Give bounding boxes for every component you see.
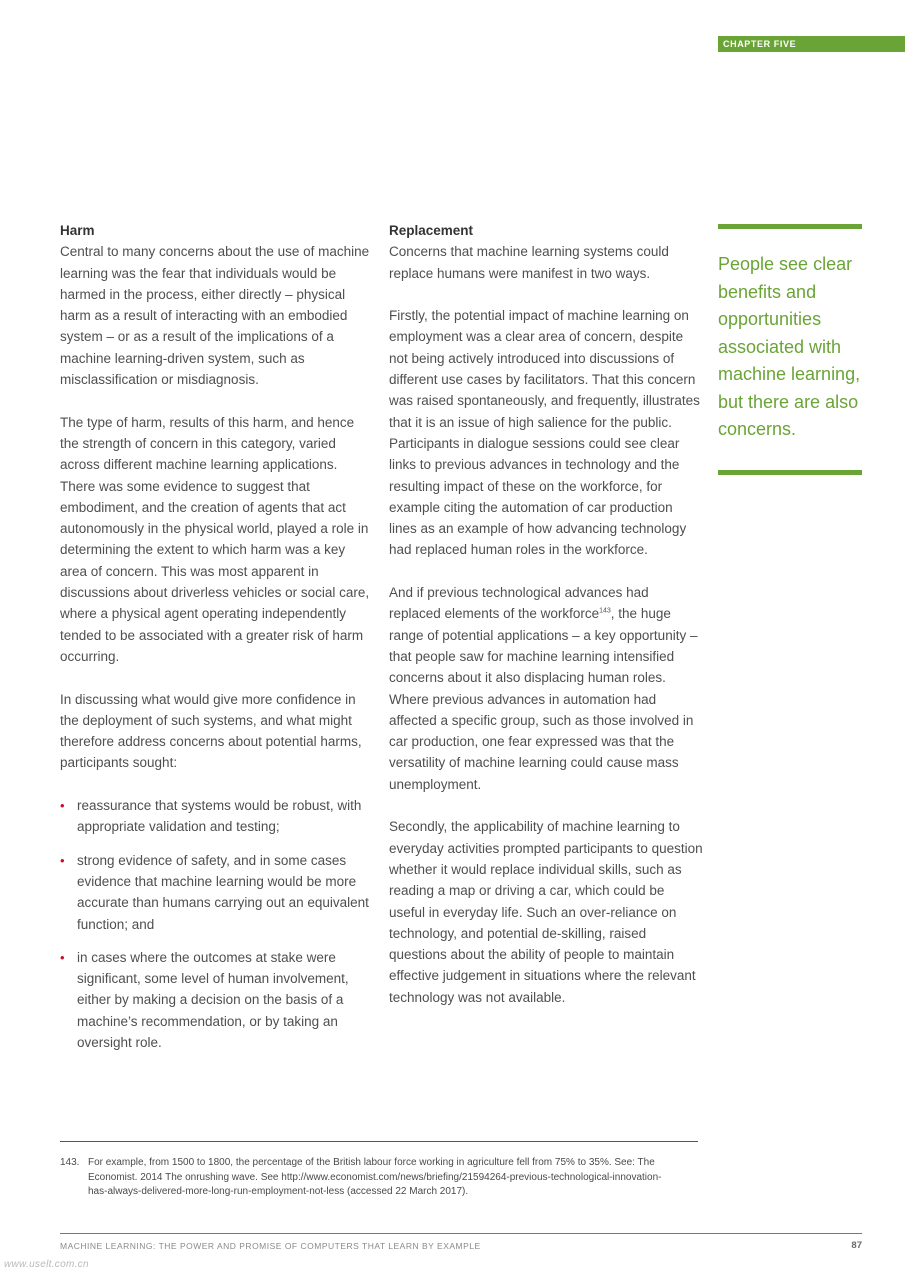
harm-bullet-list [60,795,375,1053]
harm-paragraph-1: Central to many concerns about the use of machine learning was the fear that individuals would be harmed in the process, either directly – physical harm as a result of interacting with an embodied system – or as a result of the implications of a machine learning-driven system, such as misclassification or misdiagnosis. [60,244,370,388]
chapter-label: CHAPTER FIVE [718,36,905,52]
running-footer-title: MACHINE LEARNING: THE POWER AND PROMISE OF COMPUTERS THAT LEARN BY EXAMPLE [60,1241,481,1251]
footnote-reference[interactable]: 143 [599,607,611,615]
harm-paragraph-3: In discussing what would give more confidence in the deployment of such systems, and what might therefore address concerns about potential harms, participants sought: [60,691,362,771]
list-item [60,947,375,1053]
paragraph-text: And if previous technological advances had replaced elements of the workforce [389,585,649,622]
harm-paragraph-2: The type of harm, results of this harm, and hence the strength of concern in this category, varied across different machine learning applications. There was some evidence to suggest that embodiment, and the creation of agents that act autonomously in the physical world, played a role in determining the extent to which harm was a key area of concern. This was most apparent in discussions about driverless vehicles or social care, where a physical agent operating independently tended to be associated with a greater risk of harm occurring. [60,414,370,664]
bullet-icon: • [60,852,65,868]
pull-quote-top-rule [718,224,862,229]
footer-divider [60,1233,862,1234]
list-item-text: in cases where the outcomes at stake were significant, some level of human involvement, either by making a decision on the basis of a machine’s recommendation, or by taking an oversight role. [77,949,349,1050]
harm-section [60,220,375,1065]
replacement-paragraph-1: Concerns that machine learning systems could replace humans were manifest in two ways. [389,244,669,281]
harm-heading: Harm [60,223,95,238]
list-item [60,850,375,935]
bullet-icon: • [60,798,65,814]
pull-quote: People see clear benefits and opportunities associated with machine learning, but there are also concerns. [718,254,861,439]
list-item-text: reassurance that systems would be robust, with appropriate validation and testing; [77,798,362,835]
replacement-paragraph-4: Secondly, the applicability of machine learning to everyday activities prompted participants to question whether it would replace individual skills, such as reading a map or driving a car, which could be useful in everyday life. Such an over-reliance on technology, and potential de-skilling, raised questions about the ability of people to maintain effective judgement in situations where the relevant technology was not available. [389,819,703,1005]
replacement-heading: Replacement [389,223,474,238]
watermark: www.uselt.com.cn [4,1259,89,1270]
footnote [60,1156,680,1200]
page-number: 87 [851,1240,862,1251]
footnote-number: 143. [60,1157,80,1168]
paragraph-text: , the huge range of potential applications – a key opportunity – that people saw for machine learning intensified concerns about it also displacing human roles. Where previous advances in automation had affected a specific group, such as those involved in car production, one fear expressed was that the versatility of machine learning could cause mass unemployment. [389,606,698,792]
replacement-paragraph-3 [389,582,704,795]
pull-quote-bottom-rule [718,470,862,475]
replacement-paragraph-2: Firstly, the potential impact of machine learning on employment was a clear area of concern, despite not being actively introduced into discussions of different use cases by facilitators. That this concern was raised spontaneously, and frequently, illustrates that it is an issue of high salience for the public. Participants in dialogue sessions could see clear links to previous advances in technology and the resulting impact of these on the workforce, for example citing the automation of car production lines as an example of how advancing technology had replaced human roles in the workforce. [389,308,700,558]
list-item-text: strong evidence of safety, and in some cases evidence that machine learning would be more accurate than humans carrying out an equivalent function; and [77,852,369,932]
footnote-divider [60,1141,698,1142]
footnote-text: For example, from 1500 to 1800, the percentage of the British labour force working in agriculture fell from 75% to 35%. See: The Economist. 2014 The onrushing wave. See http://www.economist.com/news/briefing/21594264-previous-technological-innovation-has-always-delivered-more-long-run-employment-not-less (accessed 22 March 2017). [88,1157,662,1197]
replacement-section [389,220,704,1029]
list-item [60,795,375,838]
bullet-icon: • [60,949,65,965]
